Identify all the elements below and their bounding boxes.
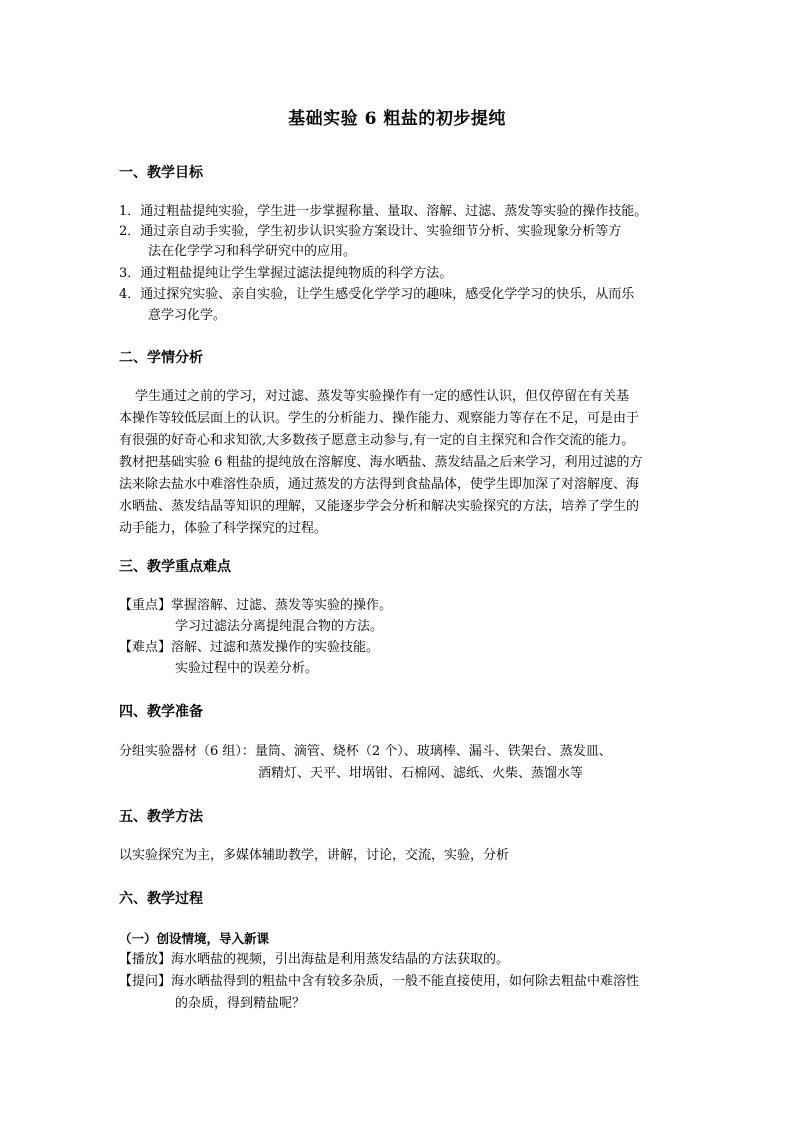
analysis-line-2: 本操作等较低层面上的认识。学生的分析能力、操作能力、观察能力等存在不足，可是由于 xyxy=(119,411,640,426)
subheading-scenario: （一）创设情境，导入新课 xyxy=(119,931,270,946)
heading-teaching-goals: 一、教学目标 xyxy=(119,165,203,181)
methods-line: 以实验探究为主，多媒体辅助教学，讲解，讨论，交流，实验，分析 xyxy=(119,848,510,863)
goal-item-3: 3．通过粗盐提纯让学生掌握过滤法提纯物质的科学方法。 xyxy=(119,266,453,281)
analysis-line-5: 法来除去盐水中难溶性杂质，通过蒸发的方法得到食盐晶体，使学生即加深了对溶解度、海 xyxy=(119,477,640,492)
heading-key-points: 三、教学重点难点 xyxy=(119,559,231,575)
goal-item-4-cont: 意学习化学。 xyxy=(148,308,227,323)
goal-item-2-cont: 法在化学学习和科学研究中的应用。 xyxy=(148,244,357,259)
process-question-line-cont: 的杂质，得到精盐呢？ xyxy=(175,996,306,1011)
process-play-line: 【播放】海水晒盐的视频，引出海盐是利用蒸发结晶的方法获取的。 xyxy=(119,952,510,967)
goal-item-4: 4．通过探究实验、亲自实验，让学生感受化学学习的趣味，感受化学学习的快乐，从而乐 xyxy=(119,287,635,302)
heading-preparation: 四、教学准备 xyxy=(119,704,203,720)
heading-student-analysis: 二、学情分析 xyxy=(119,350,203,366)
goal-item-2: 2．通过亲自动手实验，学生初步认识实验方案设计、实验细节分析、实验现象分析等方 xyxy=(119,224,622,239)
analysis-line-7: 动手能力，体验了科学探究的过程。 xyxy=(119,521,328,536)
document-title: 基础实验 6 粗盐的初步提纯 xyxy=(288,109,506,129)
analysis-line-1: 学生通过之前的学习，对过滤、蒸发等实验操作有一定的感性认识，但仅停留在有关基 xyxy=(135,389,630,404)
equipment-line-2: 酒精灯、天平、坩埚钳、石棉网、滤纸、火柴、蒸馏水等 xyxy=(258,766,584,781)
analysis-line-6: 水晒盐、蒸发结晶等知识的理解，又能逐步学会分析和解决实验探究的方法，培养了学生的 xyxy=(119,499,640,514)
process-question-line: 【提问】海水晒盐得到的粗盐中含有较多杂质，一般不能直接使用，如何除去粗盐中难溶性 xyxy=(119,974,640,989)
heading-teaching-process: 六、教学过程 xyxy=(119,891,203,907)
key-point-line: 【重点】掌握溶解、过滤、蒸发等实验的操作。 xyxy=(119,598,393,613)
difficulty-line: 【难点】溶解、过滤和蒸发操作的实验技能。 xyxy=(119,640,380,655)
analysis-line-4: 教材把基础实验 6 粗盐的提纯放在溶解度、海水晒盐、蒸发结晶之后来学习，利用过滤的方 xyxy=(119,455,643,470)
goal-item-1: 1．通过粗盐提纯实验，学生进一步掌握称量、量取、溶解、过滤、蒸发等实验的操作技能。 xyxy=(119,204,648,219)
heading-teaching-methods: 五、教学方法 xyxy=(119,809,203,825)
equipment-line-1: 分组实验器材（6 组）：量筒、滴管、烧杯（2 个）、玻璃棒、漏斗、铁架台、蒸发皿、 xyxy=(119,744,612,759)
analysis-line-3: 有很强的好奇心和求知欲,大多数孩子愿意主动参与,有一定的自主探究和合作交流的能力。 xyxy=(119,433,635,448)
difficulty-line-cont: 实验过程中的误差分析。 xyxy=(175,661,319,676)
key-point-line-cont: 学习过滤法分离提纯混合物的方法。 xyxy=(175,619,384,634)
